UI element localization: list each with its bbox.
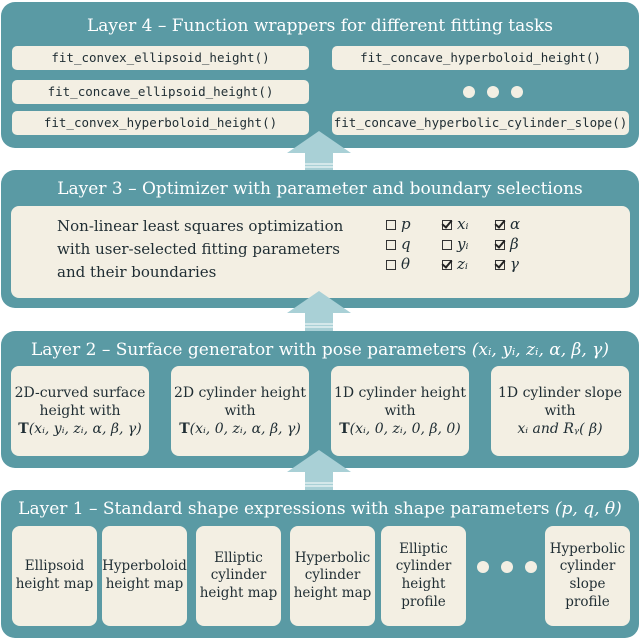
surface-generator-box: 1D cylinder height with T(xᵢ, 0, zᵢ, 0, β, 0) bbox=[331, 366, 469, 456]
function-box: fit_concave_hyperboloid_height() bbox=[332, 46, 629, 70]
shape-expression-box: Hyperbolic cylinder height map bbox=[290, 526, 375, 626]
param-checkbox[interactable]: yᵢ bbox=[442, 235, 469, 255]
layer-4-panel bbox=[1, 2, 639, 148]
surface-generator-box: 2D cylinder height with T(xᵢ, 0, zᵢ, α, β, γ) bbox=[171, 366, 309, 456]
shape-expression-box: Hyperboloid height map bbox=[102, 526, 187, 626]
optimizer-box bbox=[11, 206, 630, 298]
layer-2-title: Layer 2 – Surface generator with pose parameters (xᵢ, yᵢ, zᵢ, α, β, γ) bbox=[31, 340, 609, 360]
shape-expression-box: Elliptic cylinder height map bbox=[196, 526, 281, 626]
function-box: fit_concave_ellipsoid_height() bbox=[12, 80, 309, 104]
surface-generator-box: 1D cylinder slope with xᵢ and Rᵧ( β) bbox=[491, 366, 629, 456]
up-arrow-icon bbox=[287, 450, 351, 492]
shape-expression-box: Ellipsoid height map bbox=[12, 526, 97, 626]
param-checkbox[interactable]: p bbox=[386, 215, 411, 235]
up-arrow-icon bbox=[287, 291, 351, 333]
surface-generator-box: 2D-curved surface height with T(xᵢ, yᵢ, zᵢ, α, β, γ) bbox=[11, 366, 149, 456]
up-arrow-icon bbox=[287, 131, 351, 173]
function-box: fit_convex_ellipsoid_height() bbox=[12, 46, 309, 70]
param-checkbox[interactable]: q bbox=[386, 235, 411, 255]
function-box: fit_convex_hyperboloid_height() bbox=[12, 111, 309, 135]
param-checkbox[interactable]: θ bbox=[386, 255, 410, 275]
layer-3-panel bbox=[1, 170, 639, 308]
layer-1-panel bbox=[1, 490, 639, 638]
param-checkbox[interactable]: β bbox=[495, 235, 519, 255]
shape-expression-box: Hyperbolic cylinder slope profile bbox=[545, 526, 630, 626]
layer-1-title: Layer 1 – Standard shape expressions with shape parameters (p, q, θ) bbox=[18, 499, 622, 519]
ellipsis-dots bbox=[477, 561, 537, 573]
ellipsis-dots bbox=[463, 86, 523, 98]
param-checkbox[interactable]: γ bbox=[495, 255, 519, 275]
optimizer-description: Non-linear least squares optimization with user-selected fitting parameters and their boundaries bbox=[57, 217, 344, 281]
function-box: fit_concave_hyperbolic_cylinder_slope() bbox=[332, 111, 629, 135]
layer-2-panel bbox=[1, 331, 639, 468]
param-checkbox[interactable]: α bbox=[495, 215, 520, 235]
param-checkbox[interactable]: zᵢ bbox=[442, 255, 468, 275]
shape-expression-box: Elliptic cylinder height profile bbox=[381, 526, 466, 626]
param-checkbox[interactable]: xᵢ bbox=[442, 215, 468, 235]
layer-4-title: Layer 4 – Function wrappers for different fitting tasks bbox=[87, 16, 553, 36]
layer-3-title: Layer 3 – Optimizer with parameter and boundary selections bbox=[57, 179, 583, 199]
